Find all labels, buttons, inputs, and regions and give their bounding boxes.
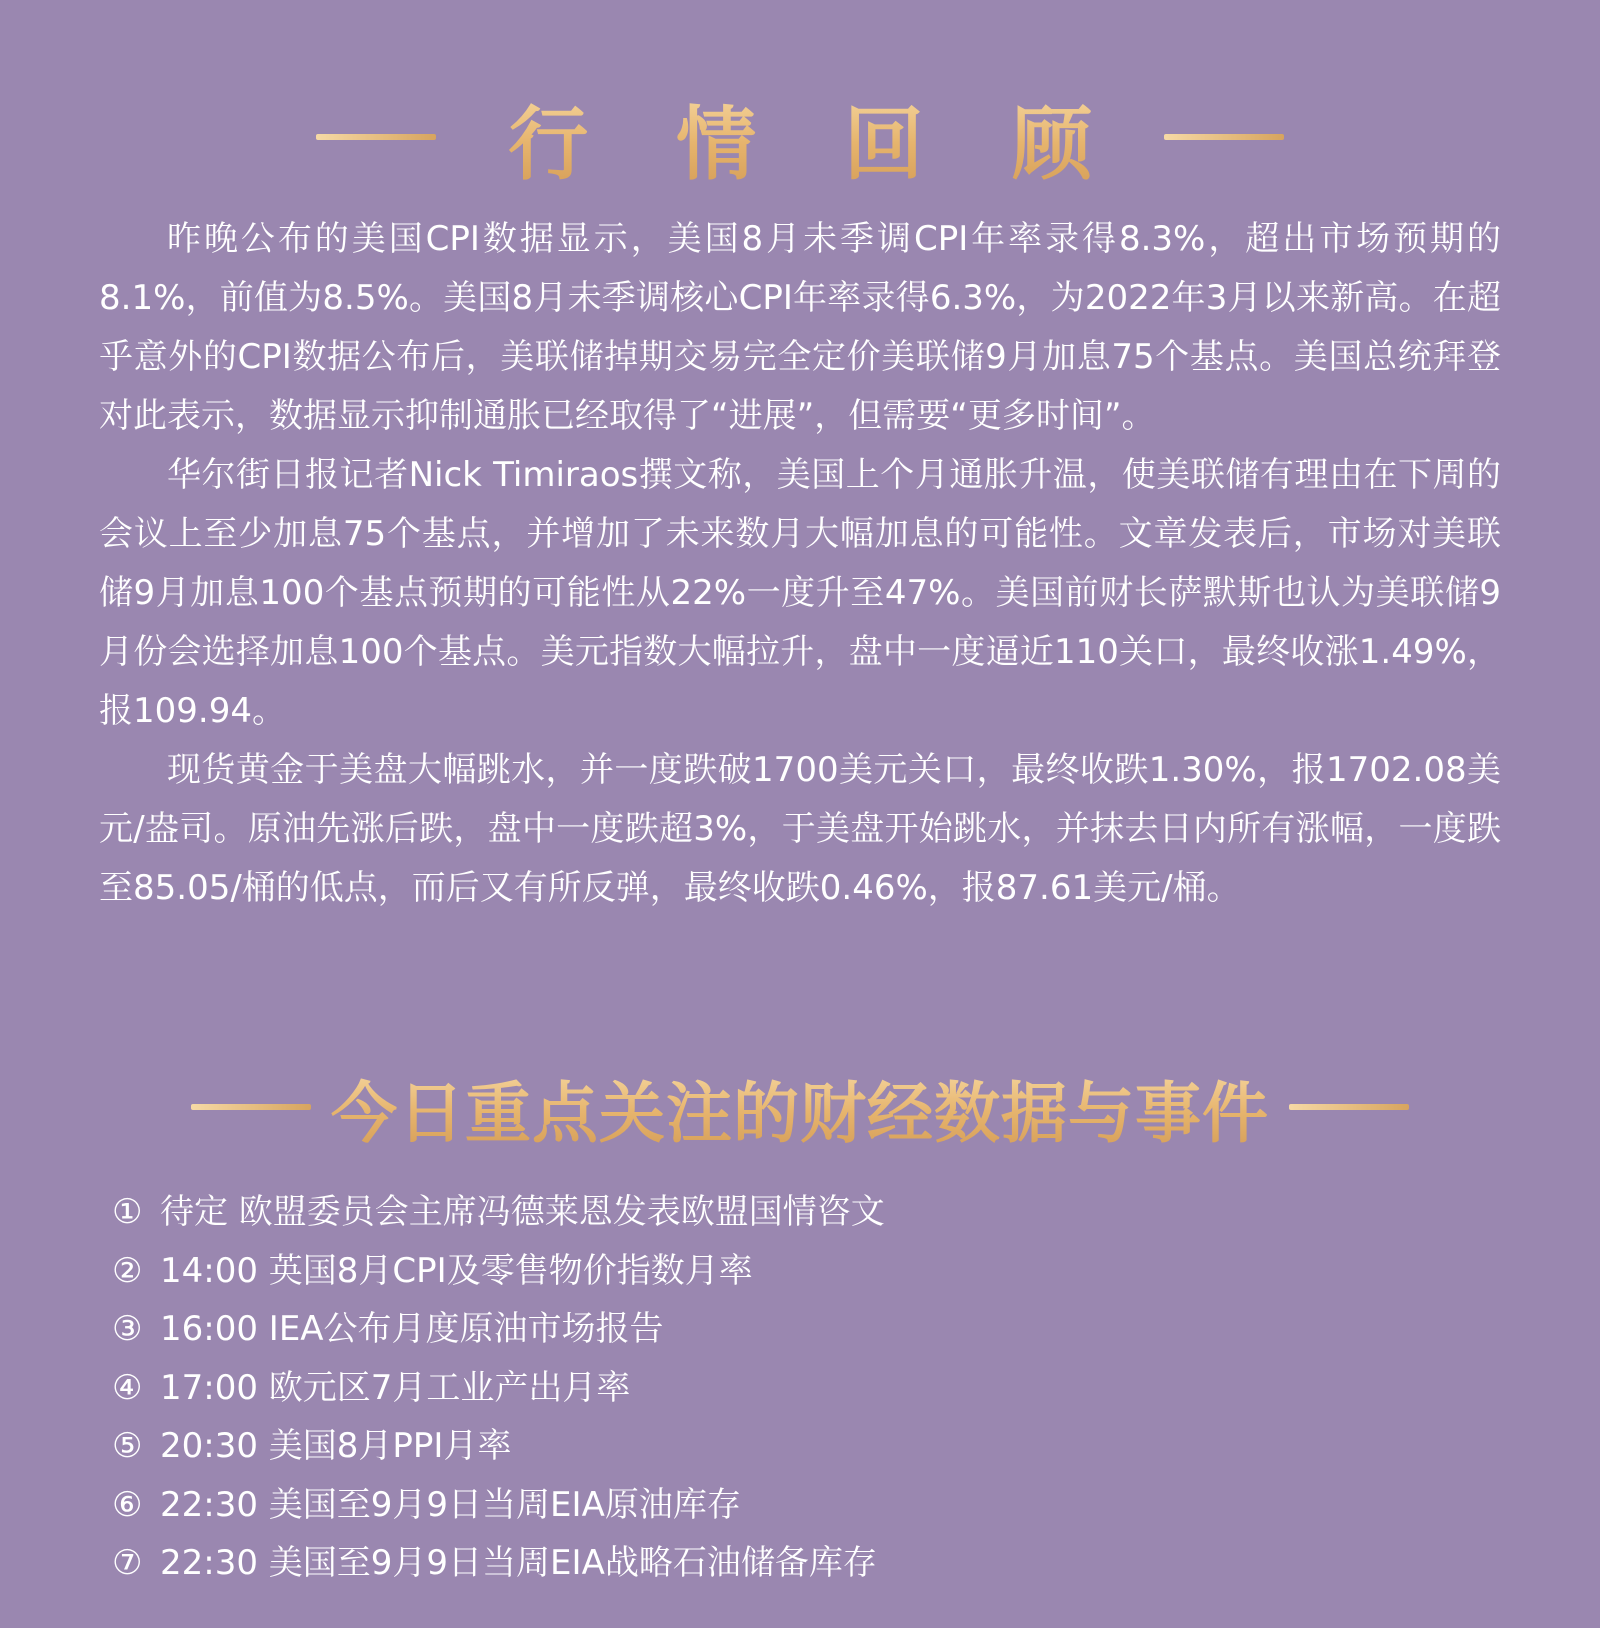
- item-number: ①: [112, 1192, 143, 1232]
- market-review-heading: [0, 82, 1600, 192]
- list-item: [112, 1476, 1492, 1535]
- item-text: 待定 欧盟委员会主席冯德莱恩发表欧盟国情咨文: [160, 1192, 885, 1232]
- focus-events-title: 今日重点关注的财经数据与事件: [331, 1060, 1269, 1155]
- market-review-title: 行 情 回 顾: [508, 80, 1122, 195]
- heading-rule-right: [1164, 134, 1284, 140]
- list-item: [112, 1534, 1492, 1593]
- item-number: ③: [112, 1309, 143, 1349]
- item-text: 22:30 美国至9月9日当周EIA战略石油储备库存: [160, 1543, 877, 1583]
- review-paragraph: 现货黄金于美盘大幅跳水，并一度跌破1700美元关口，最终收跌1.30%，报1702.08美元/盎司。原油先涨后跌，盘中一度跌超3%，于美盘开始跳水，并抹去日内所有涨幅，一度跌至85.05/桶的低点，而后又有所反弹，最终收跌0.46%，报87.61美元/桶。: [99, 750, 1501, 908]
- heading-rule-right: [1289, 1104, 1409, 1110]
- list-item: [112, 1183, 1492, 1242]
- review-paragraph: 昨晚公布的美国CPI数据显示，美国8月未季调CPI年率录得8.3%，超出市场预期的8.1%，前值为8.5%。美国8月未季调核心CPI年率录得6.3%，为2022年3月以来新高。在超乎意外的CPI数据公布后，美联储掉期交易完全定价美联储9月加息75个基点。美国总统拜登对此表示，数据显示抑制通胀已经取得了“进展”，但需要“更多时间”。: [99, 219, 1501, 436]
- item-number: ④: [112, 1367, 143, 1408]
- item-number: ⑤: [112, 1426, 143, 1466]
- list-item: [112, 1300, 1492, 1359]
- review-paragraph: 华尔街日报记者Nick Timiraos撰文称，美国上个月通胀升温，使美联储有理由在下周的会议上至少加息75个基点，并增加了未来数月大幅加息的可能性。文章发表后，市场对美联储9月加息100个基点预期的可能性从22%一度升至47%。美国前财长萨默斯也认为美联储9月份会选择加息100个基点。美元指数大幅拉升，盘中一度逼近110关口，最终收涨1.49%，报109.94。: [99, 455, 1501, 731]
- market-review-body: [99, 210, 1501, 918]
- item-number: ⑦: [112, 1543, 143, 1583]
- item-text: 14:00 英国8月CPI及零售物价指数月率: [160, 1250, 753, 1291]
- item-text: 17:00 欧元区7月工业产出月率: [160, 1367, 631, 1408]
- focus-events-heading: [0, 1052, 1600, 1162]
- item-text: 16:00 IEA公布月度原油市场报告: [160, 1309, 664, 1349]
- heading-rule-left: [191, 1104, 311, 1110]
- list-item: [112, 1242, 1492, 1301]
- item-text: 20:30 美国8月PPI月率: [160, 1426, 512, 1466]
- item-text: 22:30 美国至9月9日当周EIA原油库存: [160, 1484, 741, 1525]
- list-item: [112, 1417, 1492, 1476]
- heading-rule-left: [316, 134, 436, 140]
- item-number: ②: [112, 1250, 143, 1291]
- focus-events-list: [112, 1183, 1492, 1593]
- item-number: ⑥: [112, 1484, 143, 1525]
- list-item: [112, 1359, 1492, 1418]
